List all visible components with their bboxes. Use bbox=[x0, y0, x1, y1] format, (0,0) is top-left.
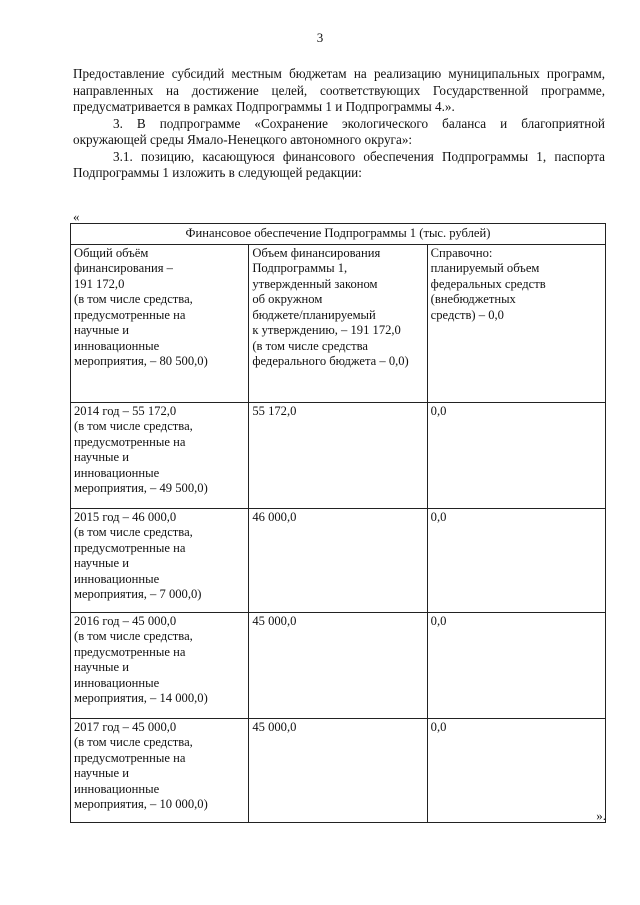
paragraph-subsidies: Предоставление субсидий местным бюджетам на реализацию муниципальных программ, направленных на достижение целей, соответствующих Государственной программе, предусматривается в рамках Подпрограммы 1 и Подпрограммы 4.». bbox=[73, 66, 605, 114]
year-2014-federal: 0,0 bbox=[427, 402, 605, 508]
header-approved-financing: Объем финансирования Подпрограммы 1, утвержденный законом об окружном бюджете/планируемый к утверждению, – 191 172,0 (в том числе средства федерального бюджета – 0,0) bbox=[249, 244, 427, 402]
table-header-row bbox=[71, 244, 606, 402]
paragraph-subprogram: 3. В подпрограмме «Сохранение экологического баланса и благоприятной окружающей среды Ямало-Ненецкого автономного округа»: bbox=[73, 115, 605, 147]
opening-quote: « bbox=[73, 209, 80, 224]
year-2017-federal: 0,0 bbox=[427, 718, 605, 822]
page-number: 3 bbox=[316, 30, 324, 45]
year-2014-total: 2014 год – 55 172,0 (в том числе средства, предусмотренные на научные и инновационные мероприятия, – 49 500,0) bbox=[71, 402, 249, 508]
table-row bbox=[71, 612, 606, 718]
closing-quote: ». bbox=[596, 808, 606, 823]
year-2015-total: 2015 год – 46 000,0 (в том числе средства, предусмотренные на научные и инновационные мероприятия, – 7 000,0) bbox=[71, 508, 249, 612]
body-text bbox=[73, 66, 605, 182]
table-row bbox=[71, 402, 606, 508]
year-2016-federal: 0,0 bbox=[427, 612, 605, 718]
header-total-financing: Общий объём финансирования – 191 172,0 (в том числе средства, предусмотренные на научные и инновационные мероприятия, – 80 500,0) bbox=[71, 244, 249, 402]
year-2016-total: 2016 год – 45 000,0 (в том числе средства, предусмотренные на научные и инновационные мероприятия, – 14 000,0) bbox=[71, 612, 249, 718]
table-row bbox=[71, 508, 606, 612]
header-federal-reference: Справочно: планируемый объем федеральных средств (внебюджетных средств) – 0,0 bbox=[427, 244, 605, 402]
year-2014-approved: 55 172,0 bbox=[249, 402, 427, 508]
table-title: Финансовое обеспечение Подпрограммы 1 (тыс. рублей) bbox=[71, 224, 606, 245]
paragraph-position: 3.1. позицию, касающуюся финансового обеспечения Подпрограммы 1, паспорта Подпрограммы 1 изложить в следующей редакции: bbox=[73, 148, 605, 180]
year-2015-federal: 0,0 bbox=[427, 508, 605, 612]
year-2016-approved: 45 000,0 bbox=[249, 612, 427, 718]
financing-table bbox=[70, 223, 606, 823]
year-2017-total: 2017 год – 45 000,0 (в том числе средства, предусмотренные на научные и инновационные мероприятия, – 10 000,0) bbox=[71, 718, 249, 822]
table-title-row bbox=[71, 224, 606, 245]
year-2017-approved: 45 000,0 bbox=[249, 718, 427, 822]
table-row bbox=[71, 718, 606, 822]
year-2015-approved: 46 000,0 bbox=[249, 508, 427, 612]
